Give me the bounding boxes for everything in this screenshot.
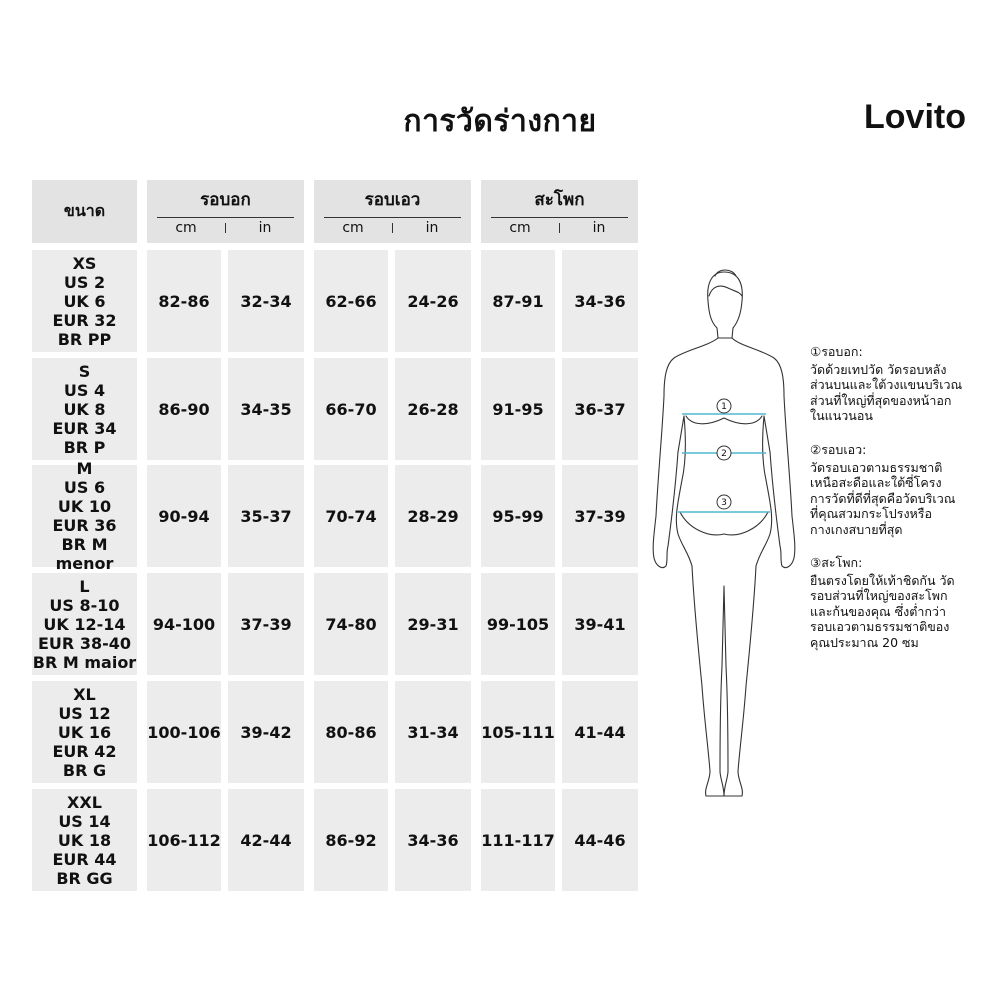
unit-in: in <box>592 220 606 236</box>
measurement-cell: 95-99 <box>481 465 555 567</box>
measurement-cell: 26-28 <box>395 358 471 460</box>
header-divider <box>491 217 628 218</box>
unit-cm: cm <box>175 220 197 236</box>
measurement-cell: 80-86 <box>314 681 388 783</box>
size-label: XL US 12 UK 16 EUR 42 BR G <box>52 684 117 780</box>
measurement-cell: 82-86 <box>147 250 221 352</box>
measure-legend-hip <box>810 555 955 650</box>
measurement-cell: 37-39 <box>228 573 304 675</box>
measurement-cell: 39-42 <box>228 681 304 783</box>
measurement-cell: 39-41 <box>562 573 638 675</box>
measurement-cell: 87-91 <box>481 250 555 352</box>
waist-header-label: รอบเอว <box>364 190 421 210</box>
measurement-cell: 90-94 <box>147 465 221 567</box>
hair-line <box>709 286 742 296</box>
size-cell <box>32 681 137 783</box>
measurement-cell: 35-37 <box>228 465 304 567</box>
unit-in: in <box>425 220 439 236</box>
measurement-cell: 99-105 <box>481 573 555 675</box>
legend-body: วัดด้วยเทปวัด วัดรอบหลัง ส่วนบนและใต้วงแขนบริเวณ ส่วนที่ใหญ่ที่สุดของหน้าอก ในแนวนอน <box>810 361 963 423</box>
measurement-cell: 36-37 <box>562 358 638 460</box>
legend-heading: ①รอบอก: <box>810 344 863 359</box>
unit-cm: cm <box>342 220 364 236</box>
measurement-cell: 62-66 <box>314 250 388 352</box>
measurement-cell: 105-111 <box>481 681 555 783</box>
underwear-outline <box>680 512 768 535</box>
size-label: L US 8-10 UK 12-14 EUR 38-40 BR M maior <box>32 576 137 672</box>
hip-header <box>481 180 638 243</box>
unit-in: in <box>258 220 272 236</box>
size-label: S US 4 UK 8 EUR 34 BR P <box>52 361 117 457</box>
header-divider <box>324 217 461 218</box>
measurement-cell: 41-44 <box>562 681 638 783</box>
size-cell <box>32 459 137 573</box>
measure-legend-bust <box>810 344 962 424</box>
measurement-cell: 86-92 <box>314 789 388 891</box>
brand-logo: Lovito <box>864 98 966 136</box>
legend-body: ยืนตรงโดยให้เท้าชิดกัน วัด รอบส่วนที่ใหญ่ของสะโพก และก้นของคุณ ซึ่งต่ำกว่า รอบเอวตามธรรมชาติของ คุณประมาณ 20 ซม <box>810 572 955 650</box>
hip-header-label: สะโพก <box>534 190 585 210</box>
bra-outline <box>686 416 762 424</box>
unit-cm: cm <box>509 220 531 236</box>
measurement-cell: 91-95 <box>481 358 555 460</box>
measurement-cell: 111-117 <box>481 789 555 891</box>
measurement-cell: 106-112 <box>147 789 221 891</box>
legend-heading: ③สะโพก: <box>810 555 863 570</box>
head-outline <box>708 272 743 338</box>
measurement-cell: 34-36 <box>395 789 471 891</box>
measurement-cell: 70-74 <box>314 465 388 567</box>
measurement-cell: 24-26 <box>395 250 471 352</box>
body-figure <box>648 266 800 806</box>
waist-marker-label: 2 <box>721 449 727 459</box>
bust-marker-label: 1 <box>721 402 727 412</box>
size-label: XS US 2 UK 6 EUR 32 BR PP <box>52 253 117 349</box>
legend-heading: ②รอบเอว: <box>810 442 867 457</box>
size-label: M US 6 UK 10 EUR 36 BR M menor <box>52 459 117 573</box>
measurement-cell: 86-90 <box>147 358 221 460</box>
bust-header-label: รอบอก <box>200 190 251 210</box>
measure-legend-waist <box>810 442 955 537</box>
measurement-cell: 34-35 <box>228 358 304 460</box>
size-column-header <box>32 180 137 243</box>
measurement-cell: 94-100 <box>147 573 221 675</box>
bust-header <box>147 180 304 243</box>
page-title: การวัดร่างกาย <box>403 104 597 139</box>
size-cell <box>32 250 137 352</box>
size-header-label: ขนาด <box>63 201 106 220</box>
measurement-cell: 28-29 <box>395 465 471 567</box>
measurement-cell: 29-31 <box>395 573 471 675</box>
size-label: XXL US 14 UK 18 EUR 44 BR GG <box>52 792 117 888</box>
measurement-cell: 74-80 <box>314 573 388 675</box>
header-divider <box>157 217 294 218</box>
legend-body: วัดรอบเอวตามธรรมชาติ เหนือสะดือและใต้ซี่โครง การวัดที่ดีที่สุดคือวัดบริเวณ ที่คุณสวมกระโปรงหรือ กางเกงสบายที่สุด <box>810 459 956 537</box>
measurement-cell: 34-36 <box>562 250 638 352</box>
measurement-cell: 31-34 <box>395 681 471 783</box>
measurement-cell: 66-70 <box>314 358 388 460</box>
measurement-cell: 100-106 <box>147 681 221 783</box>
waist-header <box>314 180 471 243</box>
measurement-cell: 32-34 <box>228 250 304 352</box>
measurement-cell: 37-39 <box>562 465 638 567</box>
size-cell <box>32 789 137 891</box>
measurement-cell: 44-46 <box>562 789 638 891</box>
size-cell <box>32 573 137 675</box>
size-cell <box>32 358 137 460</box>
hip-marker-label: 3 <box>721 498 727 508</box>
measurement-cell: 42-44 <box>228 789 304 891</box>
